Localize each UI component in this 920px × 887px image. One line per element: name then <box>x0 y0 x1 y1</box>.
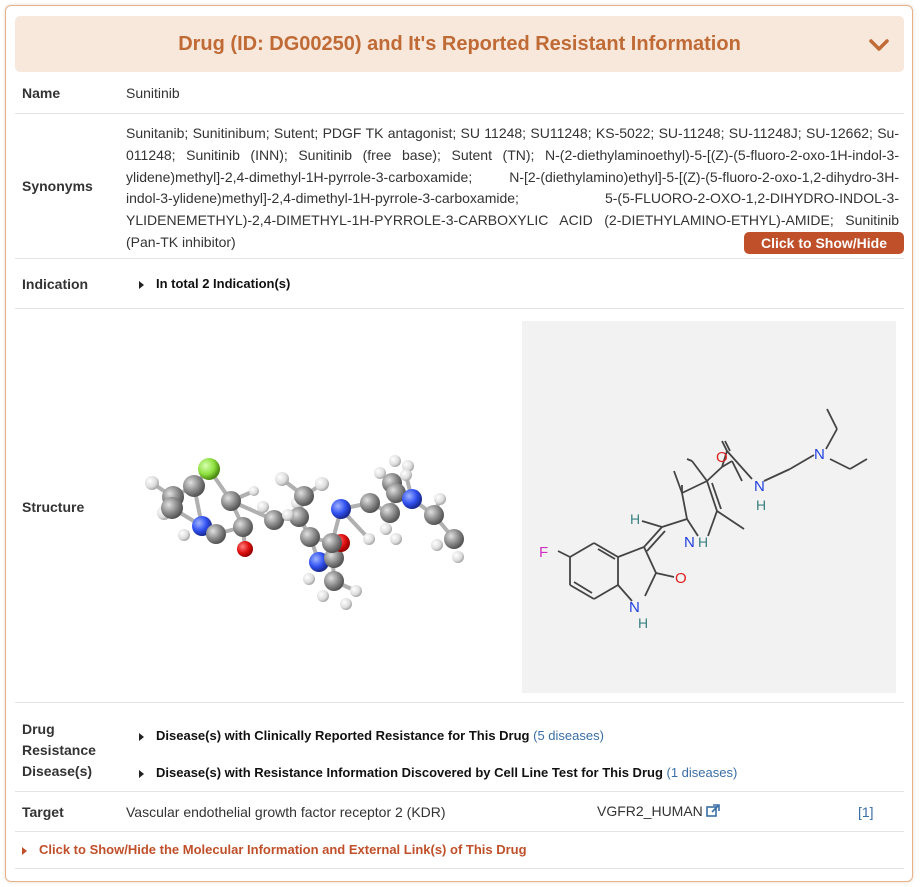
caret-right-icon <box>22 847 27 855</box>
atom-N-amide: N <box>754 478 765 495</box>
cell-line-disease-count-link[interactable]: (1 diseases) <box>666 765 738 780</box>
atom-H-indole: H <box>638 615 649 631</box>
caret-right-icon <box>139 770 144 778</box>
atom-H-amide: H <box>756 497 767 513</box>
synonyms-label: Synonyms <box>22 178 93 194</box>
atom-H-pyrrole: H <box>698 534 709 550</box>
indication-label: Indication <box>22 276 89 292</box>
structure-label: Structure <box>22 499 85 515</box>
external-link-icon <box>706 804 720 820</box>
footer-divider <box>15 868 904 869</box>
atom-O1: O <box>675 570 687 587</box>
caret-right-icon <box>139 281 144 289</box>
clinical-disease-count-link[interactable]: (5 diseases) <box>533 728 604 743</box>
clinical-resistance-toggle[interactable]: Disease(s) with Clinically Reported Resistance for This Drug (5 diseases) <box>139 728 604 743</box>
cell-line-resistance-toggle[interactable]: Disease(s) with Resistance Information Discovered by Cell Line Test for This Drug (1 diseases) <box>139 765 737 780</box>
synonyms-row <box>15 114 904 259</box>
target-row <box>15 792 904 832</box>
synonyms-text: Sunitanib; Sunitinibum; Sutent; PDGF TK antagonist; SU 11248; SU11248; KS-5022; SU-11248; SU-11248J; SU-12662; Su-011248; Sunitinib (INN); Sunitinib (free base); Sutent (TN); N-(2-diethylaminoethyl)-5-[(Z)-(5-fluoro-2-oxo-1H-indol-3-ylidene)methyl]-2,4-dimethyl-1H-pyrrole-3-carboxamide; N-[2-(diethylamino)ethyl]-5-[(Z)-(5-fluoro-2-oxo-1,2-dihydro-3H-indol-3-ylidene)methyl]-2,4-dimethyl-1H-pyrrole-3-carboxamide; 5-(5-FLUORO-2-OXO-1,2-DIHYDRO-INDOL-3-YLIDENEMETHYL)-2,4-DIMETHYL-1H-PYRROLE-3-CARBOXYLIC ACID (2-DIETHYLAMINO-ETHYL)-AMIDE; Sunitinib (Pan-TK inhibitor) <box>126 125 899 250</box>
name-label: Name <box>22 85 61 101</box>
atom-O2: O <box>716 449 728 466</box>
molecular-info-toggle[interactable]: Click to Show/Hide the Molecular Information and External Link(s) of This Drug <box>15 842 527 857</box>
atom-N-pyrrole: N <box>684 534 695 551</box>
indication-toggle[interactable] <box>139 276 290 291</box>
structure-3d-model[interactable] <box>124 321 504 693</box>
atom-N-amine: N <box>814 446 825 463</box>
structure-row <box>15 309 904 703</box>
indication-summary: In total 2 Indication(s) <box>156 276 291 291</box>
name-row <box>15 74 904 114</box>
drug-name: Sunitinib <box>126 85 180 101</box>
resistance-label: Drug Resistance Disease(s) <box>22 721 96 779</box>
indication-row <box>15 259 904 309</box>
structure-2d-diagram[interactable] <box>522 321 896 693</box>
reference-link[interactable]: [1] <box>858 804 874 820</box>
atom-H-vinyl: H <box>630 511 641 527</box>
synonyms-toggle-button[interactable]: Click to Show/Hide <box>744 232 904 254</box>
target-name: Vascular endothelial growth factor receptor 2 (KDR) <box>126 804 446 820</box>
caret-right-icon <box>139 733 144 741</box>
resistance-row <box>15 703 904 792</box>
uniprot-link[interactable]: VGFR2_HUMAN <box>597 803 720 820</box>
drug-info-panel <box>5 5 913 882</box>
chevron-down-icon[interactable] <box>868 34 890 56</box>
panel-title: Drug (ID: DG00250) and It's Reported Resistant Information <box>178 32 741 55</box>
atom-F: F <box>539 544 549 561</box>
panel-header[interactable] <box>15 16 904 72</box>
target-label: Target <box>22 804 64 820</box>
atom-N-indole: N <box>629 599 640 616</box>
